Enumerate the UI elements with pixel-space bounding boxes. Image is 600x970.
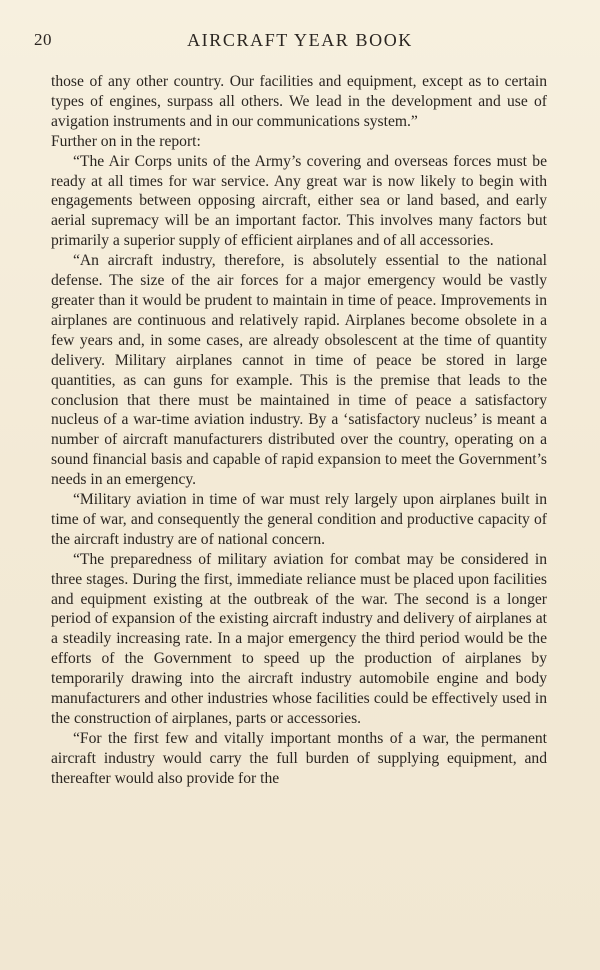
paragraph-continuation: those of any other country. Our facilities and equipment, except as to certain types of engines, surpass all others. We lead in the development and use of avigation instruments and in our communications system.”: [51, 73, 547, 130]
paragraph-aircraft-industry: “An aircraft industry, therefore, is absolutely essential to the national defense. The size of the air forces for a major emergency would be vastly greater than it would be prudent to maintain in time of peace. Improvements in airplanes are continuous and relatively rapid. Airplanes become obsolete in a few years and, in some cases, are already obsolescent at the time of quantity delivery. Military airplanes cannot in time of peace be stored in large quantities, as can guns for example. This is the premise that leads to the conclusion that there must be maintained in time of peace a satisfactory nucleus of a war-time aviation industry. By a ‘satisfactory nucleus’ is meant a number of aircraft manufacturers distributed over the country, operating on a sound financial basis and capable of rapid expansion to meet the Government’s needs in an emergency.: [51, 252, 547, 489]
body-text: [51, 72, 547, 789]
page-number: 20: [34, 30, 52, 49]
page-header: [34, 30, 566, 58]
running-title: AIRCRAFT YEAR BOOK: [187, 30, 413, 50]
paragraph-military-aviation: “Military aviation in time of war must rely largely upon airplanes built in time of war, and consequently the general condition and productive capacity of the aircraft industry are of national concern.: [51, 491, 547, 548]
paragraph-preparedness: “The preparedness of military aviation for combat may be considered in three stages. During the first, immediate reliance must be placed upon facilities and equipment existing at the outbreak of the war. The second is a longer period of expansion of the existing aircraft industry and delivery of airplanes at a steadily increasing rate. In a major emergency the third period would be the efforts of the Government to speed up the production of airplanes by temporarily drawing into the aircraft industry automobile engine and body manufacturers and other industries whose facilities could be effectively used in the construction of airplanes, parts or accessories.: [51, 550, 547, 727]
paragraph-first-months: “For the first few and vitally important months of a war, the permanent aircraft industry would carry the full burden of supplying equipment, and thereafter would also provide for the: [51, 729, 547, 787]
paragraph-report-intro: Further on in the report:: [51, 132, 201, 150]
paragraph-air-corps: “The Air Corps units of the Army’s covering and overseas forces must be ready at all times for war service. Any great war is now likely to begin with engagements between opposing aircraft, either sea or land based, and early aerial supremacy will be an important factor. This involves many factors but primarily a superior supply of efficient airplanes and of all accessories.: [51, 152, 547, 250]
